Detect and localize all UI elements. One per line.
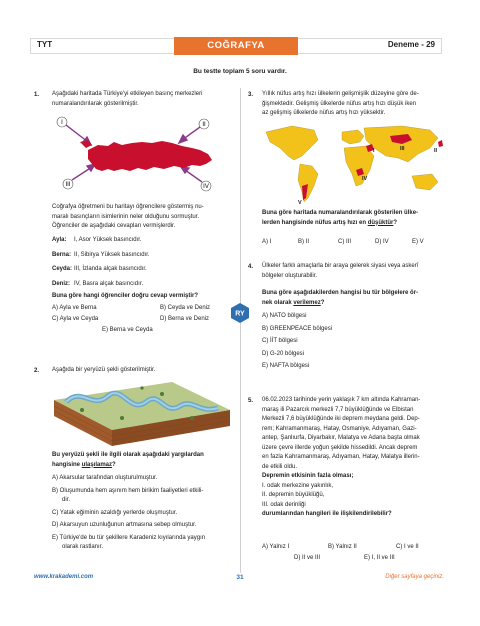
label-IV: IV bbox=[203, 184, 209, 191]
exam-number: Deneme - 29 bbox=[387, 40, 435, 49]
q3-number: 3. bbox=[248, 92, 254, 98]
q3-option-b[interactable]: B) II bbox=[298, 239, 310, 245]
q2-option-a[interactable]: A) Akarsular tarafından oluşturulmuştur. bbox=[52, 475, 158, 481]
q3-option-a[interactable]: A) I bbox=[262, 239, 272, 245]
q3-option-d[interactable]: D) IV bbox=[375, 239, 389, 245]
q1-option-a[interactable]: A) Ayla ve Berna bbox=[52, 305, 97, 311]
q5-option-e[interactable]: E) I, II ve III bbox=[364, 555, 395, 561]
q3-question: Buna göre haritada numaralandırılarak gösterilen ülke- lerden hangisinde nüfus artış hızı en düşüktür? bbox=[262, 210, 419, 226]
q4-option-a[interactable]: A) NATO bölgesi bbox=[262, 313, 307, 319]
q2-option-d[interactable]: D) Akarsuyun uzunluğunun artmasına sebep olmuştur. bbox=[52, 522, 197, 528]
q1-option-d[interactable]: D) Berna ve Deniz bbox=[160, 316, 210, 322]
country-III: III bbox=[400, 146, 405, 152]
country-V: V bbox=[298, 200, 302, 206]
meander-landform-image bbox=[52, 380, 232, 448]
label-I: I bbox=[61, 120, 63, 127]
q2-stem: Aşağıda bir yeryüzü şekli gösterilmiştir. bbox=[52, 367, 156, 373]
q3-option-e[interactable]: E) V bbox=[412, 239, 424, 245]
footer-website[interactable]: www.krakademi.com bbox=[34, 574, 94, 580]
q2-number: 2. bbox=[34, 368, 40, 374]
q1-number: 1. bbox=[34, 92, 40, 98]
q1-question: Buna göre hangi öğrenciler doğru cevap vermiştir? bbox=[52, 293, 199, 299]
q3-stem: Yıllık nüfus artış hızı ülkelerin gelişmişlik düzeyine göre de- ğişmektedir. Gelişmiş ülkelerde nüfus artış hızı düşük iken az gelişmiş ülkelerde nüfus artış hızı yüksektir. bbox=[262, 91, 419, 116]
label-III: III bbox=[65, 182, 71, 189]
q1-stem: Aşağıdaki haritada Türkiye'yi etkileyen basınç merkezleri numaralandırılarak gösterilmiştir. bbox=[52, 91, 203, 107]
q2-question: Bu yeryüzü şekli ile ilgili olarak aşağıdaki yargılardan hangisine ulaşılamaz? bbox=[52, 452, 204, 468]
q4-number: 4. bbox=[248, 264, 254, 270]
q2-option-b[interactable]: B) Oluşumunda hem aşınım hem birikim faaliyetleri etkili- bbox=[52, 487, 204, 494]
subject-title: COĞRAFYA bbox=[174, 37, 298, 55]
label-II: II bbox=[202, 122, 206, 129]
q4-option-d[interactable]: D) G-20 bölgesi bbox=[262, 350, 305, 357]
q1-option-c[interactable]: C) Ayla ve Ceyda bbox=[52, 316, 99, 322]
q4-stem: Ülkeler farklı amaçlarla bir araya gelerek siyasi veya askerî bölgeler oluşturabilir. bbox=[262, 263, 419, 279]
turkey-pressure-map bbox=[50, 112, 230, 198]
exam-type: TYT bbox=[37, 40, 53, 49]
test-note: Bu testte toplam 5 soru vardır. bbox=[193, 68, 287, 75]
page-header bbox=[30, 38, 442, 54]
q1-paragraph: Coğrafya öğretmeni bu haritayı öğrencilere göstermiş nu- maralı basınçların isimlerinin neler olduğunu sormuştur. Öğrenciler de aşağıdaki cevapları vermişlerdir. bbox=[52, 204, 204, 229]
q3-option-c[interactable]: C) III bbox=[338, 239, 351, 245]
q2-options: A) Akarsular tarafından oluşturulmuştur. B) Oluşumunda hem aşınım hem birikim faaliyetleri etkili- dir. C) Yatak eğiminin azaldığı yerlerde oluşmuştur. D) Akarsuyun uzunluğunun artmasına sebep olmuştur. E) Türkiye'de bu tür şekillere Karadeniz kıyılarında yaygın olarak rastlanır. bbox=[52, 474, 236, 553]
q4-option-b[interactable]: B) GREENPEACE bölgesi bbox=[262, 325, 333, 332]
country-II: II bbox=[434, 148, 438, 154]
q1-option-e[interactable]: E) Berna ve Ceyda bbox=[102, 327, 153, 333]
page-number: 31 bbox=[236, 574, 244, 581]
world-map bbox=[262, 122, 446, 206]
q5-passage: 06.02.2023 tarihinde yerin yaklaşık 7 km altında Kahraman- maraş ili Pazarcık merkezli 7,7 büyüklüğünde ve Elbistan Merkezli 7,6 büyüklüğünde iki deprem meydana geldi. Dep- rem; Kahramanmaraş, Hatay, Osmaniye, Adıyaman, Gazi- antep, Şanlıurfa, Diyarbakır, Malatya ve Adana başta olmak üzere çevre illerde yoğun şekilde hissedildi. Ancak deprem en fazla Kahramanmaraş, Adıyaman, Hatay, Malatya illerin- de etkili oldu. Depremin etkisinin fazla olması; I. odak merkezine yakınlık, II. depremin büyüklüğü, III. odak derinliği durumlarından hangileri ile ilişkilendirilebilir? bbox=[262, 397, 421, 517]
q4-option-c[interactable]: C) İİT bölgesi bbox=[262, 338, 298, 344]
q5-option-a[interactable]: A) Yalnız I bbox=[262, 544, 290, 550]
q5-option-b[interactable]: B) Yalnız II bbox=[328, 544, 357, 550]
q4-options bbox=[262, 312, 448, 372]
svg-text:RY: RY bbox=[235, 310, 245, 318]
q5-option-c[interactable]: C) I ve II bbox=[396, 544, 419, 550]
q5-option-d[interactable]: D) II ve III bbox=[294, 555, 321, 561]
q1-answers: Ayla: I, Asor Yüksek basıncıdır. Berna: II, Sibirya Yüksek basıncıdır. Ceyda: III, İzlanda alçak basıncıdır. Deniz: IV, Basra alçak basıncıdır. bbox=[52, 237, 150, 287]
next-page-note: Diğer sayfaya geçiniz. bbox=[385, 574, 444, 580]
country-IV: IV bbox=[362, 176, 368, 182]
q2-option-c[interactable]: C) Yatak eğiminin azaldığı yerlerde oluşmuştur. bbox=[52, 509, 178, 516]
publisher-logo bbox=[229, 302, 251, 324]
country-I: I bbox=[373, 148, 375, 154]
q4-option-e[interactable]: E) NAFTA bölgesi bbox=[262, 363, 310, 369]
turkey-shape bbox=[88, 141, 212, 171]
q2-option-e[interactable]: E) Türkiye'de bu tür şekillere Karadeniz kıyılarında yaygın bbox=[52, 534, 206, 541]
q4-question: Buna göre aşağıdakilerden hangisi bu tür bölgelere ör- nek olarak verilemez? bbox=[262, 290, 419, 306]
q5-number: 5. bbox=[248, 398, 254, 404]
q1-option-b[interactable]: B) Ceyda ve Deniz bbox=[160, 305, 211, 311]
column-divider bbox=[240, 88, 241, 573]
